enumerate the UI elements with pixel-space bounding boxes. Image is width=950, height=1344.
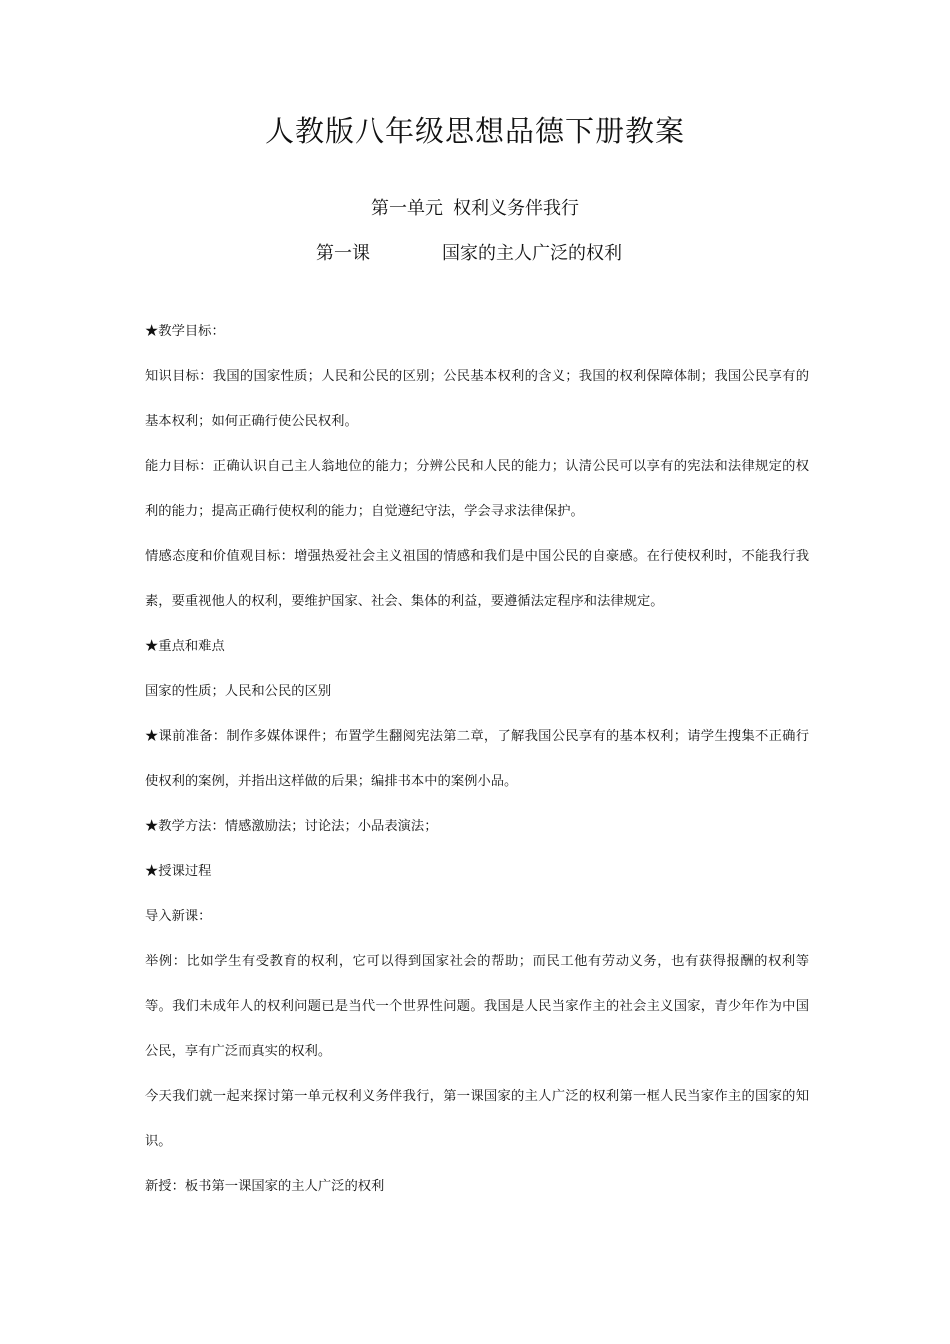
lesson-plan-body — [145, 309, 809, 1209]
lesson-name: 国家的主人广泛的权利 — [442, 243, 622, 264]
paragraph-ability-goal: 能力目标：正确认识自己主人翁地位的能力；分辨公民和人民的能力；认清公民可以享有的宪法和法律规定的权利的能力；提高正确行使权利的能力；自觉遵纪守法，学会寻求法律保护。 — [145, 459, 809, 519]
paragraph-knowledge-goal: 知识目标：我国的国家性质；人民和公民的区别；公民基本权利的含义；我国的权利保障体制；我国公民享有的基本权利；如何正确行使公民权利。 — [145, 369, 809, 429]
unit-number: 第一单元 — [371, 198, 443, 219]
section-heading-key-points: ★重点和难点 — [145, 639, 225, 654]
lesson-number: 第一课 — [316, 243, 370, 264]
unit-name: 权利义务伴我行 — [453, 198, 579, 219]
paragraph-example: 举例：比如学生有受教育的权利，它可以得到国家社会的帮助；而民工他有劳动义务，也有获得报酬的权利等等。我们未成年人的权利问题已是当代一个世界性问题。我国是人民当家作主的社会主义国家，青少年作为中国公民，享有广泛而真实的权利。 — [145, 954, 809, 1059]
unit-heading — [0, 196, 950, 222]
paragraph-new-lesson: 新授：板书第一课国家的主人广泛的权利 — [145, 1179, 385, 1194]
paragraph-emotion-goal: 情感态度和价值观目标：增强热爱社会主义祖国的情感和我们是中国公民的自豪感。在行使权利时，不能我行我素，要重视他人的权利，要维护国家、社会、集体的利益，要遵循法定程序和法律规定。 — [145, 549, 809, 609]
section-heading-process: ★授课过程 — [145, 864, 212, 879]
paragraph-teaching-methods: ★教学方法：情感激励法；讨论法；小品表演法； — [145, 819, 438, 834]
paragraph-today: 今天我们就一起来探讨第一单元权利义务伴我行，第一课国家的主人广泛的权利第一框人民当家作主的国家的知识。 — [145, 1089, 809, 1149]
paragraph-key-points: 国家的性质；人民和公民的区别 — [145, 684, 332, 699]
paragraph-intro-label: 导入新课： — [145, 909, 212, 924]
document-title: 人教版八年级思想品德下册教案 — [264, 114, 685, 148]
section-heading-teaching-goals: ★教学目标： — [145, 324, 225, 339]
paragraph-preparation: ★课前准备：制作多媒体课件；布置学生翻阅宪法第二章，了解我国公民享有的基本权利；请学生搜集不正确行使权利的案例，并指出这样做的后果；编排书本中的案例小品。 — [145, 729, 809, 789]
